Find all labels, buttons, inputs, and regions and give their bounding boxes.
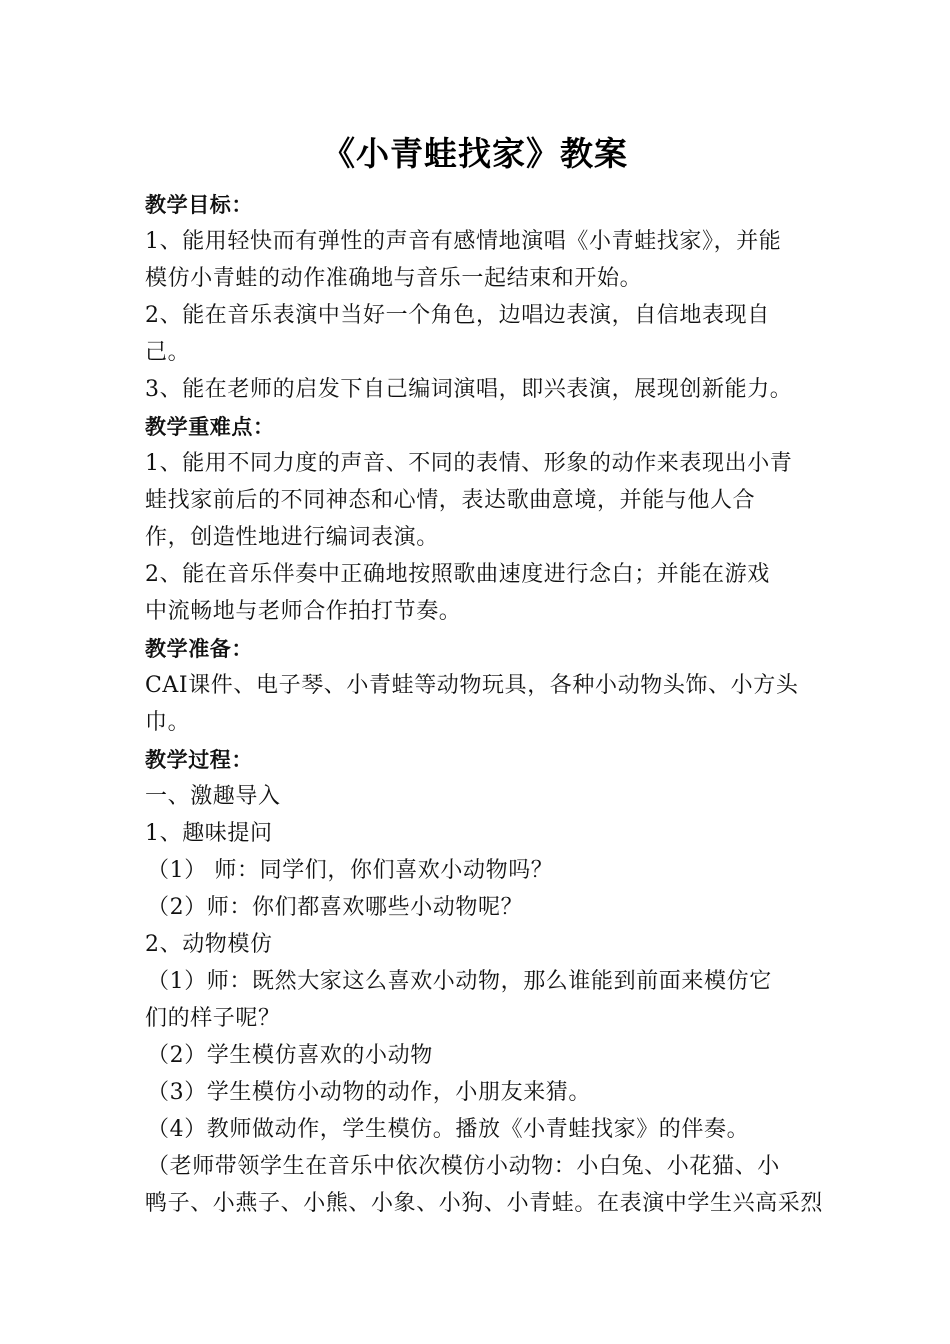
body-line: 2、能在音乐表演中当好一个角色，边唱边表演，自信地表现自 (145, 303, 770, 328)
body-line: CAI课件、电子琴、小青蛙等动物玩具，各种小动物头饰、小方头 (145, 673, 799, 698)
body-line: 己。 (145, 340, 191, 365)
document-title: 《小青蛙找家》教案 (322, 134, 628, 173)
body-line: 们的样子呢？ (145, 1006, 281, 1031)
body-line: 作，创造性地进行编词表演。 (145, 525, 439, 550)
body-line: 1、能用轻快而有弹性的声音有感情地演唱《小青蛙找家》，并能 (145, 229, 782, 254)
body-line: 2、能在音乐伴奏中正确地按照歌曲速度进行念白；并能在游戏 (145, 562, 770, 587)
body-line: 1、能用不同力度的声音、不同的表情、形象的动作来表现出小青 (145, 451, 793, 476)
heading-key-points: 教学重难点： (145, 415, 275, 439)
body-line: 1、趣味提问 (145, 821, 273, 846)
body-line: 中流畅地与老师合作拍打节奏。 (145, 599, 462, 624)
heading-preparation: 教学准备： (145, 637, 253, 661)
heading-process: 教学过程： (145, 748, 253, 772)
body-line: 巾。 (145, 710, 191, 735)
body-line: （1） 师：同学们，你们喜欢小动物吗？ (147, 858, 554, 883)
body-line: 2、动物模仿 (145, 932, 273, 957)
body-line: （2）学生模仿喜欢的小动物 (147, 1043, 433, 1068)
body-line: （老师带领学生在音乐中依次模仿小动物：小白兔、小花猫、小 (147, 1154, 780, 1179)
body-line: （4）教师做动作，学生模仿。播放《小青蛙找家》的伴奏。 (147, 1117, 750, 1142)
body-line: 模仿小青蛙的动作准确地与音乐一起结束和开始。 (145, 266, 643, 291)
body-line: 鸭子、小燕子、小熊、小象、小狗、小青蛙。在表演中学生兴高采烈 (145, 1191, 824, 1216)
body-line: 一、激趣导入 (145, 784, 281, 809)
body-line: 3、能在老师的启发下自己编词演唱，即兴表演，展现创新能力。 (145, 377, 793, 402)
body-line: （3）学生模仿小动物的动作，小朋友来猜。 (147, 1080, 591, 1105)
body-line: 蛙找家前后的不同神态和心情，表达歌曲意境，并能与他人合 (145, 488, 756, 513)
body-line: （2）师：你们都喜欢哪些小动物呢？ (147, 895, 524, 920)
body-line: （1）师：既然大家这么喜欢小动物，那么谁能到前面来模仿它 (147, 969, 772, 994)
heading-objectives: 教学目标： (145, 193, 253, 217)
